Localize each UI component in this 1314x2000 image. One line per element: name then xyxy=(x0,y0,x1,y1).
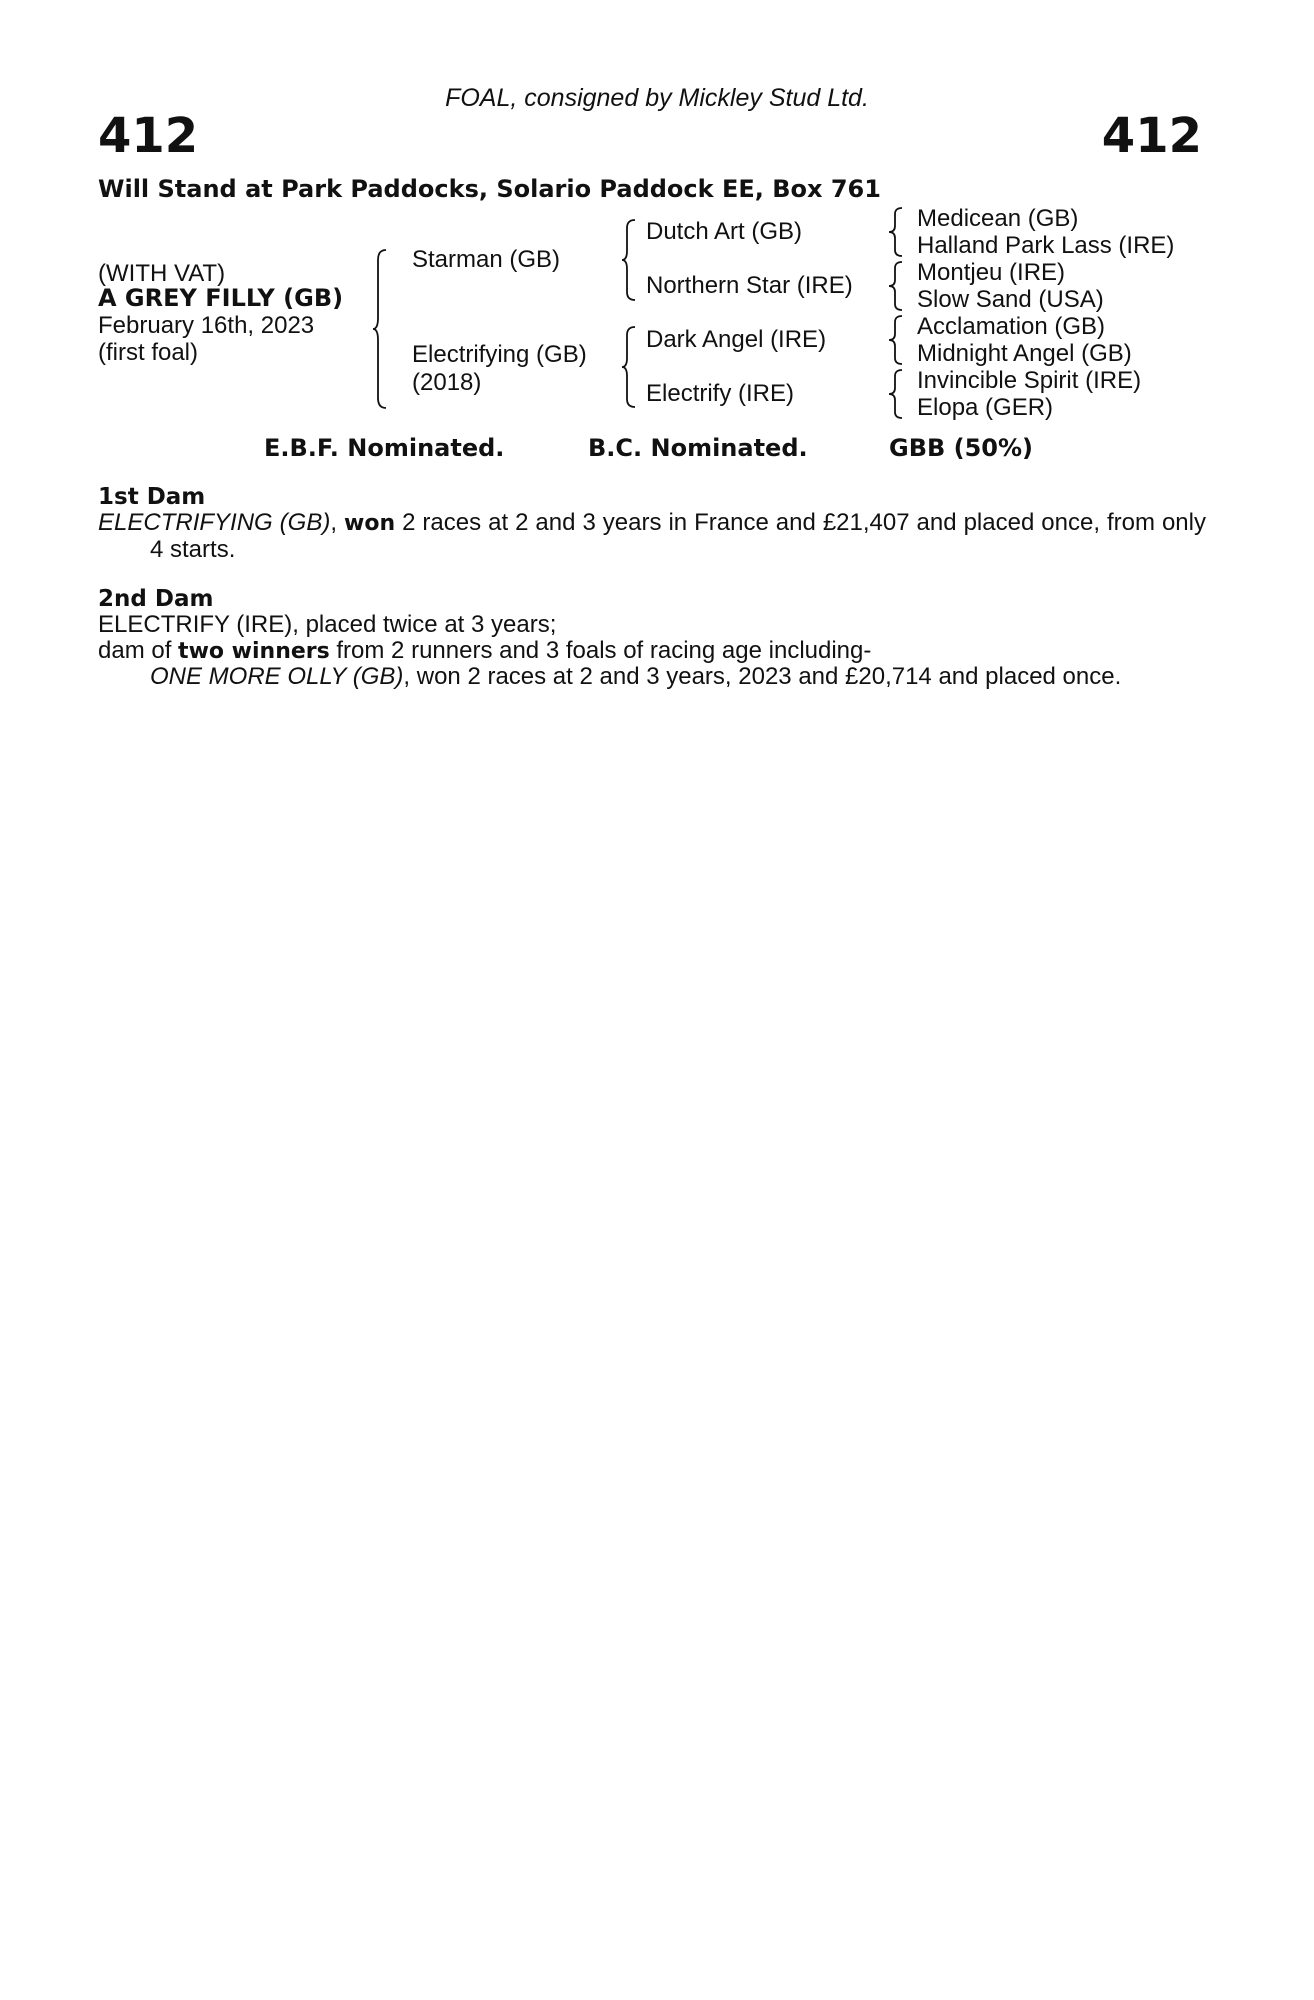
first-dam-text: 2 races at 2 and 3 years in France and £21,407 and placed once, from only 4 starts. xyxy=(150,509,1206,563)
grandsire-2: Halland Park Lass (IRE) xyxy=(917,232,1175,259)
grandsire-1: Medicean (GB) xyxy=(917,205,1079,232)
foal-name: A GREY FILLY (GB) xyxy=(98,284,344,312)
first-dam-heading: 1st Dam xyxy=(98,484,206,510)
foal-note: (first foal) xyxy=(98,339,199,366)
foal-dob: February 16th, 2023 xyxy=(98,312,315,339)
first-dam-name: ELECTRIFYING (GB) xyxy=(98,509,331,536)
grandsire-8: Elopa (GER) xyxy=(917,394,1054,421)
grandsire-5: Acclamation (GB) xyxy=(917,313,1106,340)
sire-dam: Northern Star (IRE) xyxy=(646,272,853,299)
dam-of-label: dam of xyxy=(98,637,179,664)
brace-g2 xyxy=(888,260,904,312)
dam: Electrifying (GB) xyxy=(412,341,587,368)
grandsire-4: Slow Sand (USA) xyxy=(917,286,1104,313)
winners-count: two winners xyxy=(178,639,330,664)
gbb-note: GBB (50%) xyxy=(889,434,1034,462)
grandsire-7: Invincible Spirit (IRE) xyxy=(917,367,1142,394)
first-dam-won: won xyxy=(344,511,396,536)
stand-location: Will Stand at Park Paddocks, Solario Paddock EE, Box 761 xyxy=(98,175,881,203)
brace-sire xyxy=(621,218,637,302)
dam-sire: Dark Angel (IRE) xyxy=(646,326,827,353)
bc-nomination: B.C. Nominated. xyxy=(588,434,808,462)
brace-dam xyxy=(621,325,637,409)
dam-year: (2018) xyxy=(412,369,482,396)
sire-sire: Dutch Art (GB) xyxy=(646,218,803,245)
brace-g1 xyxy=(888,206,904,258)
ebf-nomination: E.B.F. Nominated. xyxy=(264,434,505,462)
grandsire-6: Midnight Angel (GB) xyxy=(917,340,1132,367)
second-dam-line1: ELECTRIFY (IRE), placed twice at 3 years; xyxy=(98,611,557,638)
brace-g4 xyxy=(888,368,904,420)
grandsire-3: Montjeu (IRE) xyxy=(917,259,1066,286)
lot-number-left: 412 xyxy=(98,108,199,164)
second-dam-line2 xyxy=(98,638,1206,665)
second-dam-heading: 2nd Dam xyxy=(98,586,214,612)
brace-foal xyxy=(372,248,388,410)
produce-name: ONE MORE OLLY (GB) xyxy=(150,663,404,690)
sire: Starman (GB) xyxy=(412,246,561,273)
lot-number-right: 412 xyxy=(1101,108,1202,164)
consignor-line: FOAL, consigned by Mickley Stud Ltd. xyxy=(445,84,869,112)
vat-note: (WITH VAT) xyxy=(98,260,226,287)
produce-text: , won 2 races at 2 and 3 years, 2023 and £20,714 and placed once. xyxy=(403,663,1122,690)
second-dam-produce xyxy=(150,664,1206,690)
first-dam-entry: ELECTRIFYING (GB), won 2 races at 2 and 3 years in France and £21,407 and placed once, from only 4 starts. xyxy=(98,509,1206,563)
brace-g3 xyxy=(888,314,904,366)
dam-dam: Electrify (IRE) xyxy=(646,380,795,407)
second-dam-line2-rest: from 2 runners and 3 foals of racing age including- xyxy=(329,637,872,664)
